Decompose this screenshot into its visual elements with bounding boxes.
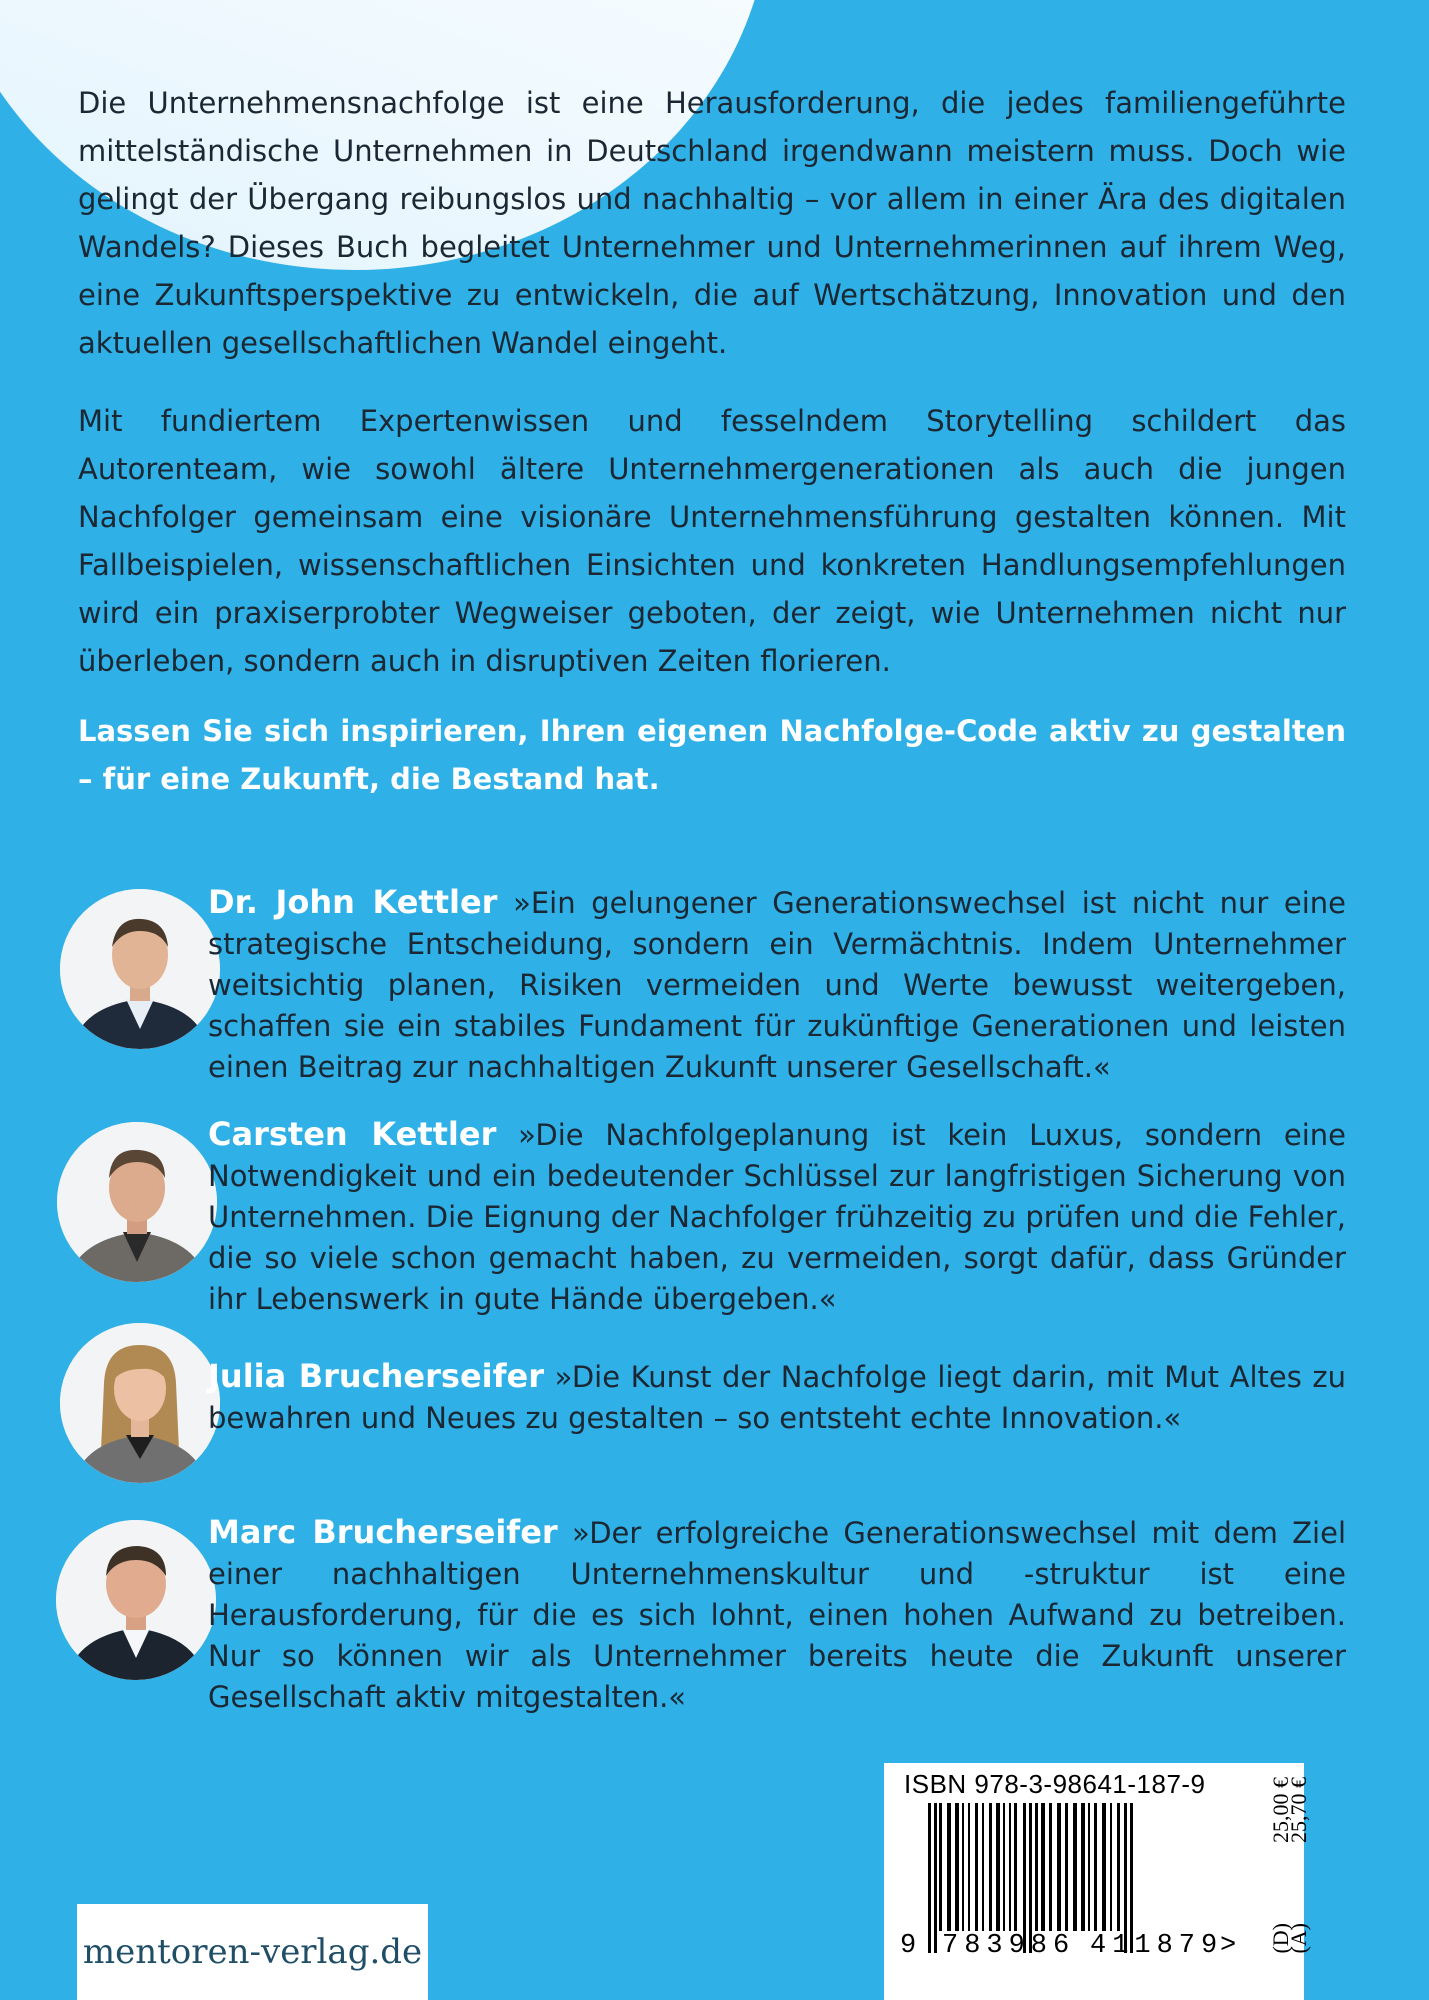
barcode-bar bbox=[1009, 1803, 1011, 1931]
barcode-bar bbox=[1057, 1803, 1061, 1931]
barcode-bar bbox=[1041, 1803, 1045, 1931]
barcode-bar bbox=[1102, 1803, 1106, 1931]
barcode-bar bbox=[928, 1803, 931, 1953]
barcode-digit-first: 9 bbox=[900, 1931, 917, 1961]
quote-body: »Die Nachfolgeplanung ist kein Luxus, sondern eine Notwendigkeit und ein bedeutender Schlüssel zur langfristigen Sicherung von Unternehmen. Die Eignung der Nachfolger frühzeitig zu prüfen und die Fehler, die so viele schon gemacht haben, zu vermeiden, sorgt dafür, dass Gründer ihr Lebenswerk in gute Hände übergeben.« bbox=[208, 1118, 1346, 1316]
quote-author-name: Dr. John Kettler bbox=[208, 883, 498, 921]
quote-carsten-kettler bbox=[208, 1114, 1346, 1320]
blurb-text-2: Mit fundiertem Expertenwissen und fesselndem Storytelling schildert das Autorenteam, wie sowohl ältere Unternehmergenerationen als auch die jungen Nachfolger gemeinsam eine visionäre Unternehmensführung gestalten können. Mit Fallbeispielen, wissenschaftlichen Einsichten und konkreten Handlungsempfehlungen wird ein praxiserprobter Wegweiser geboten, der zeigt, wie Unternehmen nicht nur überleben, sondern auch in disruptiven Zeiten florieren. bbox=[78, 404, 1346, 678]
avatar-julia-brucherseifer bbox=[60, 1323, 220, 1483]
blurb-highlight-text: Lassen Sie sich inspirieren, Ihren eigenen Nachfolge-Code aktiv zu gestalten – für eine Zukunft, die Bestand hat. bbox=[78, 714, 1346, 796]
avatar-carsten-kettler bbox=[57, 1122, 217, 1282]
quote-body: »Ein gelungener Generationswechsel ist nicht nur eine strategische Entscheidung, sondern ein Vermächtnis. Indem Unternehmer weitsichtig planen, Risiken vermeiden und Werte bewusst weitergeben, schaffen sie ein stabiles Fundament für zukünftige Generationen und leisten einen Beitrag zur nachhaltigen Zukunft unserer Gesellschaft.« bbox=[208, 886, 1347, 1084]
barcode-bar bbox=[955, 1803, 959, 1931]
quote-body: »Die Kunst der Nachfolge liegt darin, mit Mut Altes zu bewahren und Neues zu gestalten – so entsteht echte Innovation.« bbox=[208, 1360, 1346, 1435]
publisher-logo-box bbox=[77, 1904, 428, 2000]
blurb-paragraph-1 bbox=[78, 79, 1346, 367]
quote-body: »Der erfolgreiche Generationswechsel mit dem Ziel einer nachhaltigen Unternehmenskultur und -struktur ist eine Herausforderung, für die es sich lohnt, einen hohen Aufwand zu betreiben. Nur so können wir als Unternehmer bereits heute die Zukunft unserer Gesellschaft aktiv mitgestalten.« bbox=[208, 1516, 1347, 1714]
quote-author-name: Julia Brucherseifer bbox=[208, 1357, 545, 1395]
avatar-marc-brucherseifer bbox=[56, 1520, 216, 1680]
barcode-bar bbox=[1073, 1803, 1077, 1931]
barcode-bar bbox=[1110, 1803, 1112, 1931]
quote-marc-brucherseifer bbox=[208, 1512, 1346, 1718]
country-germany: (D) bbox=[1268, 1923, 1293, 1954]
barcode-bar bbox=[1003, 1803, 1005, 1931]
isbn-label: ISBN 978-3-98641-187-9 bbox=[904, 1769, 1206, 1799]
barcode-bar bbox=[1035, 1803, 1038, 1931]
barcode-bar bbox=[934, 1803, 937, 1953]
blurb-paragraph-3 bbox=[78, 707, 1346, 803]
barcode-bar bbox=[962, 1803, 964, 1931]
isbn-barcode bbox=[884, 1763, 1311, 2000]
publisher-url: mentoren-verlag.de bbox=[82, 1932, 423, 1972]
quote-julia-brucherseifer bbox=[208, 1356, 1346, 1439]
barcode-bar bbox=[996, 1803, 1000, 1931]
barcode-bar bbox=[1088, 1803, 1090, 1931]
quote-author-name: Marc Brucherseifer bbox=[208, 1513, 558, 1551]
barcode-bar bbox=[939, 1803, 942, 1931]
country-austria: (A) bbox=[1286, 1923, 1311, 1954]
price-austria: 25,70 € bbox=[1286, 1777, 1311, 1843]
avatar-john-kettler bbox=[60, 889, 220, 1049]
barcode-bar bbox=[1065, 1803, 1068, 1931]
barcode-bar bbox=[1014, 1803, 1017, 1931]
barcode-bar bbox=[1049, 1803, 1052, 1931]
barcode-bar bbox=[982, 1803, 984, 1931]
quote-author-name: Carsten Kettler bbox=[208, 1115, 497, 1153]
barcode-bar bbox=[947, 1803, 951, 1931]
barcode-bar bbox=[975, 1803, 978, 1931]
barcode-end-mark: > bbox=[1220, 1931, 1237, 1961]
barcode-bar bbox=[1094, 1803, 1097, 1931]
barcode-digits-left: 783986 bbox=[942, 1931, 1076, 1961]
quote-john-kettler bbox=[208, 882, 1346, 1088]
barcode-bar bbox=[989, 1803, 992, 1931]
barcode-digits-right: 411879 bbox=[1090, 1931, 1224, 1961]
price-germany: 25,00 € bbox=[1268, 1777, 1293, 1843]
barcode-bar bbox=[1117, 1803, 1120, 1931]
blurb-paragraph-2 bbox=[78, 397, 1346, 685]
barcode-bar bbox=[1081, 1803, 1085, 1931]
barcode-bar bbox=[968, 1803, 970, 1931]
blurb-text-1: Die Unternehmensnachfolge ist eine Herausforderung, die jedes familiengeführte mittelständische Unternehmen in Deutschland irgendwann meistern muss. Doch wie gelingt der Übergang reibungslos und nachhaltig – vor allem in einer Ära des digitalen Wandels? Dieses Buch begleitet Unternehmer und Unternehmerinnen auf ihrem Weg, eine Zukunftsperspektive zu entwickeln, die auf Wertschätzung, Innovation und den aktuellen gesellschaftlichen Wandel eingeht. bbox=[78, 86, 1346, 360]
